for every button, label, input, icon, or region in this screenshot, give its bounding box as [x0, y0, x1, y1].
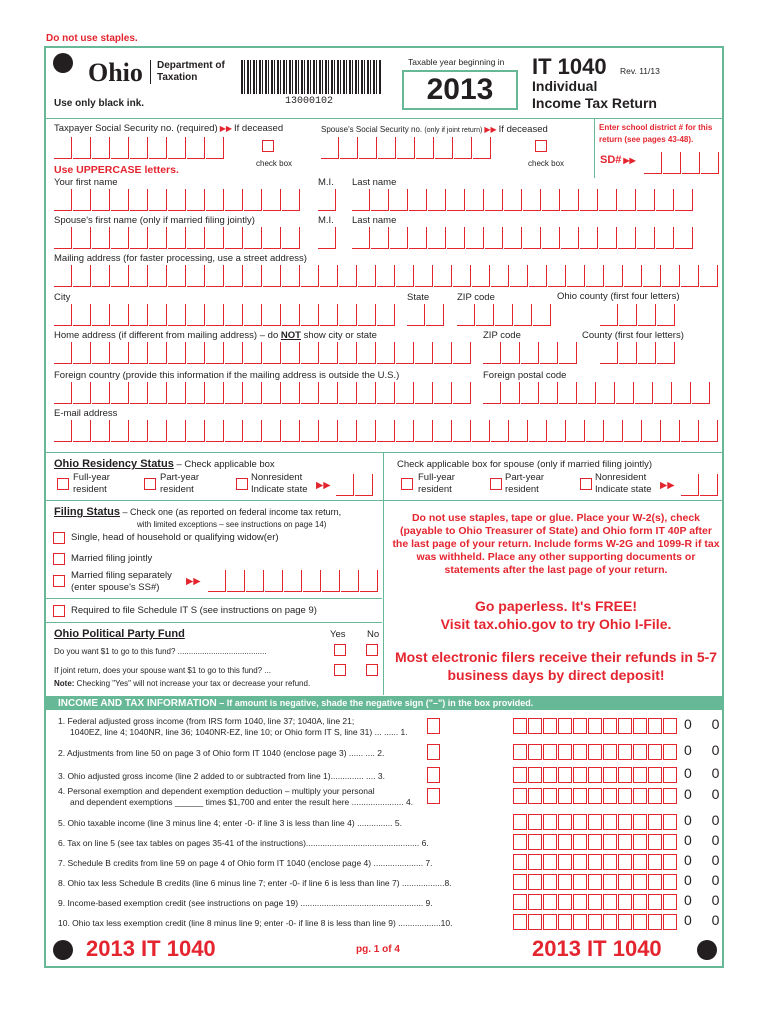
divider: [383, 452, 384, 500]
income-line-8-cents: 0 0: [684, 872, 728, 888]
spouse-residency-title: Check applicable box for spouse (only if married filing jointly): [397, 459, 653, 470]
divider: [46, 452, 722, 453]
income-line-7-label: 7. Schedule B credits from line 59 on page 4 of Ohio form IT 1040 (enclose page 4) ..................... 7.: [58, 858, 433, 868]
form-title-line-2: Income Tax Return: [532, 95, 657, 111]
ohio-logo: Ohio: [88, 58, 143, 87]
state-input[interactable]: [407, 304, 445, 326]
full-year-checkbox[interactable]: [57, 478, 69, 490]
middle-initial-label: M.I.: [318, 177, 334, 188]
school-district-label: SD# ▶▶: [600, 154, 636, 166]
last-name-input[interactable]: [352, 189, 694, 211]
foreign-postal-input[interactable]: [483, 382, 711, 404]
staples-notice: Do not use staples, tape or glue. Place your W-2(s), check (payable to Ohio Treasurer of State) and Ohio form IT 40P after the last page of your return. Include forms W-2G and 1099-R if tax was withheld. Place any other supporting documents or statements after the last page of your return.: [392, 512, 720, 576]
foreign-country-input[interactable]: [54, 382, 472, 404]
mailing-address-input[interactable]: [54, 265, 719, 287]
residency-title: Ohio Residency Status – Check applicable box: [54, 458, 275, 470]
filing-status-subtitle: with limited exceptions – see instructions on page 14): [137, 520, 327, 529]
negative-sign-box[interactable]: [427, 788, 440, 804]
nonresident-state-input[interactable]: [336, 474, 374, 496]
spouse-first-name-input[interactable]: [54, 227, 301, 249]
city-label: City: [54, 292, 71, 303]
divider: [46, 500, 722, 501]
spouse-full-year-checkbox[interactable]: [401, 478, 413, 490]
foreign-country-label: Foreign country (provide this information if the mailing address is outside the U.S.): [54, 370, 400, 381]
taxpayer-ssn-label: Taxpayer Social Security no. (required) ▶▶ If deceased: [54, 123, 284, 134]
married-jointly-label: Married filing jointly: [71, 553, 153, 564]
barcode-number: 13000102: [285, 96, 334, 107]
income-line-3-label: 3. Ohio adjusted gross income (line 2 added to or subtracted from line 1).............. .... 3.: [58, 771, 385, 781]
married-jointly-checkbox[interactable]: [53, 553, 65, 565]
yes-label: Yes: [330, 629, 346, 640]
middle-initial-input[interactable]: [318, 189, 337, 211]
negative-sign-box[interactable]: [427, 718, 440, 734]
taxpayer-deceased-checkbox[interactable]: [262, 140, 274, 152]
spouse-party-fund-yes-checkbox[interactable]: [334, 664, 346, 676]
income-line-5-cents: 0 0: [684, 812, 728, 828]
party-fund-title: Ohio Political Party Fund: [54, 628, 185, 640]
schedule-its-label: Required to file Schedule IT S (see instructions on page 9): [71, 605, 317, 616]
taxable-year-label: Taxable year beginning in: [408, 57, 505, 67]
spouse-ssn-filing-input[interactable]: [208, 570, 379, 592]
income-line-6-amount[interactable]: [513, 834, 678, 850]
zip-label: ZIP code: [457, 292, 495, 303]
income-line-3-cents: 0 0: [684, 765, 728, 781]
home-county-label: County (first four letters): [582, 330, 684, 341]
nonresident-label: Nonresident Indicate state: [251, 472, 308, 495]
income-line-1-amount[interactable]: [513, 718, 678, 734]
spouse-first-name-label: Spouse's first name (only if married filing jointly): [54, 215, 255, 226]
party-fund-question-1: Do you want $1 to go to this fund? ........................................: [54, 647, 267, 656]
income-line-5-label: 5. Ohio taxable income (line 3 minus line 4; enter -0- if line 3 is less than line 4) ............... 5.: [58, 818, 402, 828]
taxpayer-ssn-input[interactable]: [54, 137, 225, 159]
barcode: [241, 60, 381, 94]
tax-year: 2013: [402, 70, 518, 110]
punch-hole-bottom-right: [697, 940, 717, 960]
department-name: Department of Taxation: [150, 60, 225, 84]
divider: [46, 118, 722, 119]
first-name-label: Your first name: [54, 177, 118, 188]
nonresident-checkbox[interactable]: [236, 478, 248, 490]
filing-status-title: Filing Status – Check one (as reported on federal income tax return,: [54, 506, 342, 518]
divider: [383, 500, 384, 695]
spouse-deceased-checkbox[interactable]: [535, 140, 547, 152]
single-checkbox[interactable]: [53, 532, 65, 544]
form-revision: Rev. 11/13: [620, 66, 660, 76]
spouse-ssn-input[interactable]: [321, 137, 492, 159]
spouse-full-year-label: Full-year resident: [418, 472, 455, 495]
black-ink-note: Use only black ink.: [54, 98, 145, 109]
spouse-nonresident-state-input[interactable]: [681, 474, 719, 496]
spouse-last-name-input[interactable]: [352, 227, 694, 249]
top-note: Do not use staples.: [46, 33, 138, 44]
divider: [46, 598, 382, 599]
uppercase-note: Use UPPERCASE letters.: [54, 164, 179, 176]
spouse-last-name-label: Last name: [352, 215, 397, 226]
income-line-8-amount[interactable]: [513, 874, 678, 890]
part-year-checkbox[interactable]: [144, 478, 156, 490]
income-line-8-label: 8. Ohio tax less Schedule B credits (line 6 minus line 7; enter -0- if line 6 is less than line 7) ..................8.: [58, 878, 452, 888]
state-label: State: [407, 292, 430, 303]
income-line-1-label: 1. Federal adjusted gross income (from IRS form 1040, line 37; 1040A, line 21; 1040EZ, line 4; 1040NR, line 36; 1040NR-EZ, line 10; or Ohio form IT S, line 31) ... ...... 1.: [58, 716, 408, 737]
spouse-nonresident-label: Nonresident Indicate state: [595, 472, 652, 495]
form-title: [532, 78, 657, 112]
income-line-6-label: 6. Tax on line 5 (see tax tables on pages 35-41 of the instructions)................................................ 6.: [58, 838, 429, 848]
arrow-icon: ▶▶: [316, 480, 331, 491]
school-district-note: Enter school district # for this return (see pages 43-48).: [599, 123, 713, 144]
county-input[interactable]: [600, 304, 676, 326]
arrow-icon: ▶▶: [660, 480, 675, 491]
part-year-label: Part-year resident: [160, 472, 200, 495]
income-line-6-cents: 0 0: [684, 832, 728, 848]
income-line-7-cents: 0 0: [684, 852, 728, 868]
party-fund-no-checkbox[interactable]: [366, 644, 378, 656]
income-line-7-amount[interactable]: [513, 854, 678, 870]
last-name-label: Last name: [352, 177, 397, 188]
arrow-icon: ▶▶: [186, 576, 201, 587]
party-fund-yes-checkbox[interactable]: [334, 644, 346, 656]
no-label: No: [367, 629, 380, 640]
mailing-address-label: Mailing address (for faster processing, use a street address): [54, 253, 307, 264]
ifile-link[interactable]: Visit tax.ohio.gov to try Ohio I-File.: [440, 616, 672, 632]
income-line-2-cents: 0 0: [684, 742, 728, 758]
schedule-its-checkbox[interactable]: [53, 605, 65, 617]
spouse-ssn-label: Spouse's Social Security no. (only if joint return) ▶▶ If deceased: [321, 124, 548, 135]
form-id: IT 1040: [532, 54, 607, 79]
single-label: Single, head of household or qualifying widow(er): [71, 532, 279, 543]
home-address-label: Home address (if different from mailing address) – do NOT show city or state: [54, 330, 377, 341]
first-name-input[interactable]: [54, 189, 301, 211]
spouse-nonresident-checkbox[interactable]: [580, 478, 592, 490]
email-label: E-mail address: [54, 408, 118, 419]
income-section-header: INCOME AND TAX INFORMATION – If amount is negative, shade the negative sign ("–") in the box provided.: [46, 696, 722, 710]
income-line-10-cents: 0 0: [684, 912, 728, 928]
income-line-9-label: 9. Income-based exemption credit (see instructions on page 19) .................................................... 9.: [58, 898, 433, 908]
party-fund-question-2: If joint return, does your spouse want $1 to go to this fund? ...: [54, 666, 272, 675]
spouse-party-fund-no-checkbox[interactable]: [366, 664, 378, 676]
home-zip-label: ZIP code: [483, 330, 521, 341]
income-line-2-amount[interactable]: [513, 744, 678, 760]
check-box-label: check box: [256, 159, 293, 168]
spouse-part-year-label: Part-year resident: [505, 472, 545, 495]
married-separately-checkbox[interactable]: [53, 575, 65, 587]
negative-sign-box[interactable]: [427, 744, 440, 760]
income-line-9-cents: 0 0: [684, 892, 728, 908]
email-input[interactable]: [54, 420, 719, 442]
punch-hole-bottom-left: [53, 940, 73, 960]
spouse-middle-initial-label: M.I.: [318, 215, 334, 226]
income-line-5-amount[interactable]: [513, 814, 678, 830]
income-line-1-cents: 0 0: [684, 716, 728, 732]
school-district-input[interactable]: [644, 152, 720, 174]
zip-input[interactable]: [457, 304, 552, 326]
spouse-check-box-label: check box: [528, 159, 565, 168]
footer-form-right: 2013 IT 1040: [532, 936, 662, 961]
divider: [594, 118, 595, 178]
income-line-3-amount[interactable]: [513, 767, 678, 783]
home-county-input[interactable]: [600, 342, 676, 364]
home-zip-input[interactable]: [483, 342, 578, 364]
paperless-heading: Go paperless. It's FREE!: [474, 598, 638, 614]
income-line-4-cents: 0 0: [684, 786, 728, 802]
party-fund-note: Note: Checking "Yes" will not increase your tax or decrease your refund.: [54, 679, 311, 688]
spouse-part-year-checkbox[interactable]: [490, 478, 502, 490]
city-input[interactable]: [54, 304, 396, 326]
divider: [46, 622, 382, 623]
foreign-postal-label: Foreign postal code: [483, 370, 567, 381]
income-line-4-label: 4. Personal exemption and dependent exemption deduction – multiply your personal and dependent exemptions ______ times $1,700 and enter the result here ...................... 4.: [58, 786, 414, 807]
income-line-9-amount[interactable]: [513, 894, 678, 910]
home-address-input[interactable]: [54, 342, 472, 364]
full-year-label: Full-year resident: [73, 472, 110, 495]
income-line-2-label: 2. Adjustments from line 50 on page 3 of Ohio form IT 1040 (enclose page 3) ...... .... 2.: [58, 748, 385, 758]
footer-form-left: 2013 IT 1040: [86, 936, 216, 961]
income-line-10-amount[interactable]: [513, 914, 678, 930]
income-line-10-label: 10. Ohio tax less exemption credit (line 8 minus line 9; enter -0- if line 8 is less than line 9) ..................10.: [58, 918, 453, 928]
county-label: Ohio county (first four letters): [557, 291, 680, 302]
form-title-line-1: Individual: [532, 78, 598, 94]
punch-hole-top-left: [53, 53, 73, 73]
spouse-middle-initial-input[interactable]: [318, 227, 337, 249]
negative-sign-box[interactable]: [427, 767, 440, 783]
page-number: pg. 1 of 4: [356, 944, 400, 955]
income-line-4-amount[interactable]: [513, 788, 678, 804]
refund-notice: Most electronic filers receive their refunds in 5-7 business days by direct deposit!: [394, 649, 718, 683]
married-separately-label: Married filing separately (enter spouse's SS#): [71, 570, 172, 593]
